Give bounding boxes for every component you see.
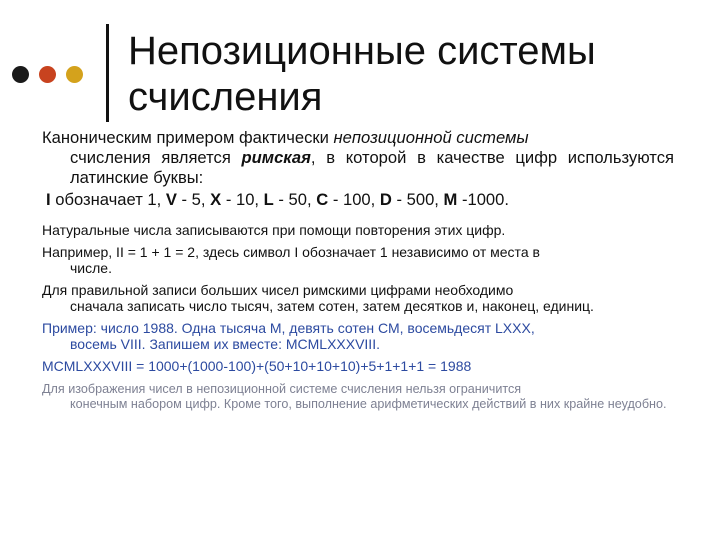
letter-meaning: обозначает 1, (50, 190, 166, 209)
paragraph-conclusion (42, 382, 674, 412)
paragraph-intro (42, 128, 674, 188)
paragraph-example-ii (42, 244, 674, 276)
letter: M (443, 190, 458, 209)
letter: C (316, 190, 329, 209)
paragraph-letters (42, 190, 674, 210)
intro-italic: непозиционной системы (333, 128, 529, 147)
dot-red (39, 66, 56, 83)
paragraph-natural-numbers: Натуральные числа записываются при помощи повторения этих цифр. (42, 222, 506, 238)
conclusion-line2: конечным набором цифр. Кроме того, выполнение арифметических действий в них крайне неудобно. (70, 397, 667, 411)
letter-meaning: -1000. (457, 190, 510, 209)
letter: D (379, 190, 392, 209)
example-ii-line2: числе. (70, 260, 112, 276)
conclusion-line1: Для изображения чисел в непозиционной системе счисления нельзя ограничится (42, 382, 522, 396)
paragraph-rule (42, 282, 674, 314)
decorative-dots (12, 66, 83, 83)
letter: V (165, 190, 177, 209)
example-1988-line1: Пример: число 1988. Одна тысяча М, девять сотен СМ, восемьдесят LXXX, (42, 320, 535, 336)
intro-bold-italic: римская (241, 148, 311, 167)
example-ii-line1: Например, II = 1 + 1 = 2, здесь символ I обозначает 1 независимо от места в (42, 244, 540, 260)
letter-meaning: - 100, (328, 190, 380, 209)
paragraph-formula: MCMLXXXVIII = 1000+(1000-100)+(50+10+10+10)+5+1+1+1 = 1988 (42, 358, 472, 374)
letter: X (210, 190, 222, 209)
title-divider (106, 24, 109, 122)
paragraph-example-1988 (42, 320, 674, 352)
intro-text-1: Каноническим примером фактически (42, 128, 334, 147)
letter: I (46, 190, 51, 209)
rule-line1: Для правильной записи больших чисел римскими цифрами необходимо (42, 282, 514, 298)
slide-content (42, 128, 674, 412)
intro-text-3: , в которой в качестве цифр используются латинские буквы: (70, 148, 675, 187)
example-1988-line2: восемь VIII. Запишем их вместе: MCMLXXXVIII. (70, 336, 380, 352)
letter-meaning: - 500, (391, 190, 444, 209)
letter-meaning: - 50, (273, 190, 317, 209)
dot-black (12, 66, 29, 83)
dot-gold (66, 66, 83, 83)
letter: L (263, 190, 274, 209)
page-title: Непозиционные системы счисления (128, 29, 596, 119)
intro-text-2: счисления является (70, 148, 242, 167)
letter-meaning: - 5, (176, 190, 211, 209)
letter-meaning: - 10, (221, 190, 264, 209)
intro-continuation (42, 148, 674, 188)
rule-line2: сначала записать число тысяч, затем сотен, затем десятков и, наконец, единиц. (70, 298, 594, 314)
